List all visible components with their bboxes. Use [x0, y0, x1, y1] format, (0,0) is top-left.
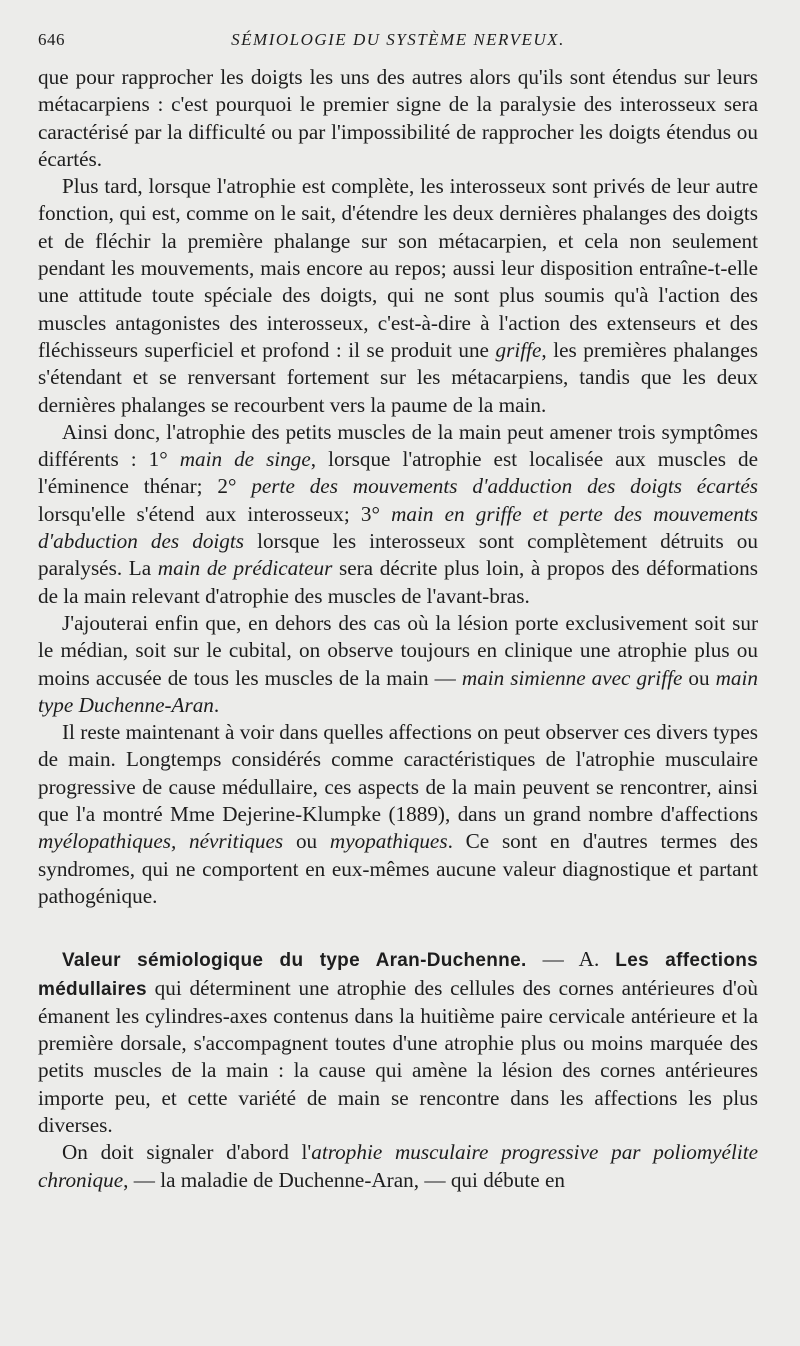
- paragraph-3-text-a: Ainsi donc, l'atrophie des petits muscles de la main peut amener trois symptômes différents : 1°: [38, 419, 758, 472]
- paragraph-3-italic-1: main de singe: [179, 447, 311, 472]
- paragraph-4-text-c: .: [213, 692, 220, 717]
- paragraph-1: que pour rapprocher les doigts les uns des autres alors qu'ils sont étendus sur leurs métacarpiens : c'est pourquoi le premier signe de la paralysie des interosseux sera caractérisé par la difficulté ou par l'impossibilité de rapprocher les doigts étendus ou écartés.: [38, 65, 758, 171]
- paragraph-7-text-a: On doit signaler d'abord l': [62, 1140, 312, 1165]
- paragraph-3-text-b: , lorsque l'atrophie est localisée aux muscles de l'éminence thénar; 2°: [38, 447, 758, 499]
- paragraph-7-italic-1: atrophie musculaire progressive par poliomyélite chronique: [38, 1140, 759, 1192]
- paragraph-4: [38, 610, 758, 719]
- paragraph-5-italic-1: myélopathiques, névritiques: [38, 829, 284, 854]
- paragraph-3-text-d: lorsque les interosseux sont complètement détruits ou paralysés. La: [38, 529, 758, 581]
- paragraph-2-text-b: , les premières phalanges s'étendant et se renversant fortement sur les métacarpiens, tandis que les deux dernières phalanges se recourbent vers la paume de la main.: [38, 337, 758, 417]
- paragraph-3: [38, 419, 758, 610]
- paragraph-3-italic-4: main de prédicateur: [157, 556, 333, 581]
- page-header: [38, 30, 758, 50]
- section-subheading: Les affections médullaires: [38, 950, 759, 1000]
- paragraph-7-text-b: , — la maladie de Duchenne-Aran, — qui débute en: [123, 1167, 565, 1192]
- paragraph-5-text-b: ou: [283, 829, 330, 854]
- paragraph-2: [38, 173, 758, 419]
- paragraph-3-italic-3: main en griffe et perte des mouvements d'abduction des doigts: [38, 501, 758, 554]
- section-paragraph: [38, 946, 758, 1139]
- paragraph-4-italic-1: main simienne avec griffe: [461, 665, 683, 690]
- paragraph-3-text-c: lorsqu'elle s'étend aux interosseux; 3°: [38, 501, 392, 526]
- paragraph-3-text-e: sera décrite plus loin, à propos des déformations de la main relevant d'atrophie des muscles de l'avant-bras.: [38, 556, 758, 608]
- paragraph-5: [38, 719, 758, 910]
- paragraph-5-text-a: Il reste maintenant à voir dans quelles affections on peut observer ces divers types de main. Longtemps considérés comme caractéristiques de l'atrophie musculaire progressive de cause médullaire, ces aspects de la main peuvent se rencontrer, ainsi que l'a montré Mme Dejerine-Klumpke (1889), dans un grand nombre d'affections: [38, 720, 758, 827]
- paragraph-3-italic-2: perte des mouvements d'adduction des doigts écartés: [251, 474, 758, 499]
- paragraph-7: [38, 1139, 758, 1194]
- section-text: qui déterminent une atrophie des cellules des cornes antérieures d'où émanent les cylindres-axes contenus dans la huitième paire cervicale antérieure et la première dorsale, s'accompagnent toutes d'une atrophie plus ou moins marquée des petits muscles de la main : la cause qui amène la lésion des cornes antérieures importe peu, et cette variété de main se rencontre dans les affections les plus diverses.: [38, 975, 758, 1137]
- page-number: 646: [38, 30, 65, 49]
- paragraph-2-text-a: Plus tard, lorsque l'atrophie est complète, les interosseux sont privés de leur autre fonction, qui est, comme on le sait, d'étendre les deux dernières phalanges des doigts et de fléchir la première phalange sur son métacarpien, et cela non seulement pendant les mouvements, mais encore au repos; aussi leur disposition entraîne-t-elle une attitude toute spéciale des doigts, qui ne sont plus soumis qu'à l'action des muscles antagonistes des interosseux, c'est-à-dire à l'action des extenseurs et des fléchisseurs superficiel et profond : il se produit une: [38, 174, 758, 362]
- section-heading: Valeur sémiologique du type Aran-Duchenne.: [62, 950, 527, 972]
- running-head: SÉMIOLOGIE DU SYSTÈME NERVEUX.: [231, 30, 565, 49]
- section-dash: — A.: [526, 947, 616, 972]
- paragraph-5-italic-2: myopathiques: [329, 829, 448, 854]
- paragraph-2-italic-griffe: griffe: [495, 337, 542, 362]
- paragraph-4-italic-2: main type Duchenne-Aran: [38, 665, 758, 717]
- paragraph-4-text-a: J'ajouterai enfin que, en dehors des cas où la lésion porte exclusivement soit sur le médian, soit sur le cubital, on observe toujours en clinique une atrophie plus ou moins accusée de tous les muscles de la main —: [38, 610, 758, 690]
- paragraph-4-text-b: ou: [682, 665, 716, 690]
- paragraph-5-text-c: . Ce sont en d'autres termes des syndromes, qui ne comportent en eux-mêmes aucune valeur diagnostique et partant pathogénique.: [38, 829, 759, 908]
